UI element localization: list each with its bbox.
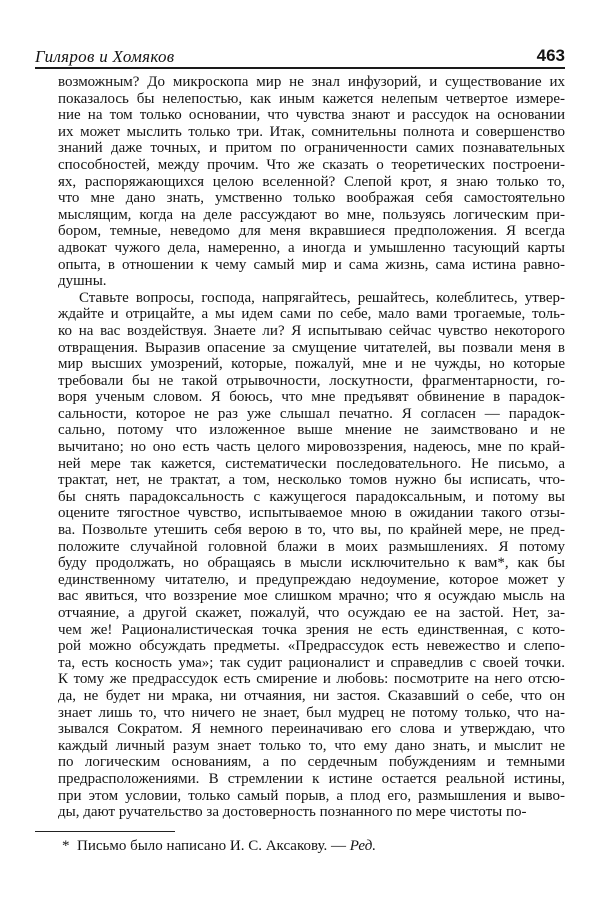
text-line: каждый личный разум знает только то, что ему дано знать, и мыслит не: [58, 737, 565, 754]
text-line: ней мере так кажется, систематически последовательного. Не письмо, а: [58, 455, 565, 472]
text-line: что мне дано знать, умственно только воображая себя самостоятельно: [58, 190, 565, 207]
text-line: воря ученым словом. Я боюсь, что мне предъявят обвинение в парадок-: [58, 389, 565, 406]
text-line: ние на том только основании, что чувства знают и рассудок на основании: [58, 107, 565, 124]
text-line: показалось бы нелепостью, как иным кажется нелепым четвертое измере-: [58, 90, 565, 107]
text-line: адвокат чужого дела, намеренно, а иногда и умышленно тасующий карты: [58, 239, 565, 256]
text-line: оцените тягостное чувство, испытываемое мною в ожидании такого отзы-: [58, 505, 565, 522]
text-line: Ставьте вопросы, господа, напрягайтесь, решайтесь, колеблитесь, утвер-: [79, 289, 565, 306]
text-line: ях, распоряжающихся целою вселенной? Слепой крот, я знаю только то,: [58, 173, 565, 190]
text-line: отчаяние, а другой скажет, пожалуй, что осуждаю ее на застой. Нет, за-: [58, 605, 565, 621]
text-line: К тому же предрассудок есть смирение и любовь: посмотрите на него отсю-: [58, 671, 565, 688]
text-line: знает лишь то, что ничего не знает, был мудрец не потому только, что на-: [58, 704, 565, 721]
text-line: единственному читателю, и предупреждаю недоумение, которое может у: [58, 571, 565, 588]
footnote: [62, 838, 376, 855]
text-line: отвращения. Выразив опасение за смущение читателей, вы позвали меня в: [58, 339, 565, 356]
footnote-editor-mark: Ред.: [349, 838, 377, 854]
text-line: знаний даже точных, и притом по ограниченности самих познавательных: [58, 140, 565, 157]
running-header: [35, 47, 565, 67]
text-line: та, есть косность ума»; так судит рационалист и справедлив с своей точки.: [58, 654, 565, 671]
text-line: вычитано; но оно есть часть целого мировоззрения, надеюсь, мне по край-: [58, 439, 565, 456]
text-line: положите случайной головной блажи в моих размышлениях. Я потому: [58, 538, 565, 555]
text-line: мыслящим, когда на деле рассуждают во мне, пользуясь логическим при-: [58, 206, 565, 223]
text-line: бы снять парадоксальность с кажущегося парадоксальным, и потому вы: [58, 488, 565, 505]
text-line: сальности, которое не раз уже слышал печатно. Я согласен — парадок-: [58, 405, 565, 422]
page-number: 463: [536, 46, 565, 65]
text-line: способностей, между прочим. Что же сказать о теоретических построени-: [58, 156, 565, 173]
text-line: чем же! Рационалистическая точка зрения не есть единственная, с кото-: [58, 621, 565, 638]
running-title: Гиляров и Хомяков: [35, 47, 175, 66]
text-line: требовали бы не такой отрывочности, лоскутности, фрагментарности, го-: [58, 372, 565, 389]
text-line: опыта, в отношении к чему самый мир и сама жизнь, сама истина равно-: [58, 256, 565, 273]
text-line: рой можно обсуждать предметы. «Предрассудок есть невежество и слепо-: [58, 638, 565, 655]
text-line: мир высших умозрений, которые, пожалуй, мне и не чужды, но которые: [58, 356, 565, 373]
footnote-rule: [35, 831, 175, 832]
text-line: зывался Сократом. Я немного переиначиваю его слова и утверждаю, что: [58, 721, 565, 738]
text-line: бором, темные, неведомо для меня вкравшиеся предположения. Я всегда: [58, 223, 565, 240]
text-line: буду продолжать, но обращаясь в мысли исключительно к вам*, как бы: [58, 555, 565, 572]
text-line: их может мыслить только три. Итак, сомнительны полнота и совершенство: [58, 123, 565, 140]
text-line: ко на вас воздействуя. Знаете ли? Я испытываю сейчас чувство некоторого: [58, 322, 565, 339]
text-line: по логическим основаниям, а по сердечным побуждениям и темными: [58, 754, 565, 771]
text-line: трактат, нет, не трактат, а том, несколько томов нужно бы исписать, что-: [58, 472, 565, 489]
text-line: возможным? До микроскопа мир не знал инфузорий, и существование их: [58, 74, 565, 90]
text-line: ва. Позвольте утешить себя верою в то, что вы, по крайней мере, не пред-: [58, 522, 565, 539]
header-rule: [35, 67, 565, 69]
text-line: да, не будет ни мрака, ни отчаяния, ни застоя. Сказавший о себе, что он: [58, 687, 565, 704]
footnote-text: Письмо было написано И. С. Аксакову. —: [77, 838, 347, 854]
text-line: вас явиться, что воззрение мое слишком мрачно; что я осуждаю мысль на: [58, 588, 565, 605]
text-line: ды, дают ручательство за достоверность познанного по мере чистоты по-: [58, 804, 527, 821]
text-line: сально, потому что изложенное выше мнение не заимствовано и не: [58, 422, 565, 439]
body-text: [58, 74, 565, 821]
text-line: предрасположениями. В стремлении к истине остается реальной истины,: [58, 770, 565, 787]
text-line: при этом условии, только самый порыв, а плод его, размышления и выво-: [58, 787, 565, 804]
footnote-marker: *: [62, 838, 70, 854]
text-line: душны.: [58, 273, 107, 290]
text-line: ждайте и отрицайте, а мы идем сами по себе, мало вами трогаемые, толь-: [58, 306, 565, 323]
